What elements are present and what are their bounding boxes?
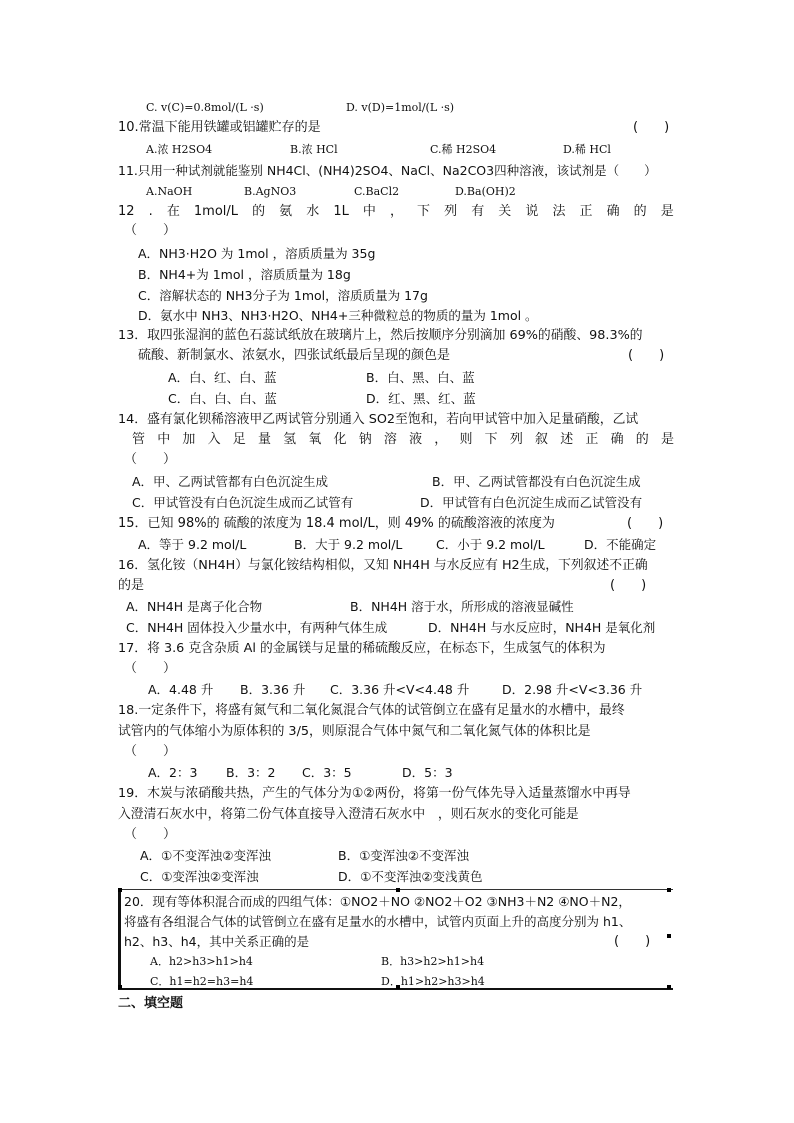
q14-stem-word: 确 — [610, 432, 624, 447]
q20-stem-line1: 20．现有等体积混合而成的四组气体：①NO2＋NO ②NO2＋O2 ③NH3＋N2 ④NO＋N2， — [124, 894, 631, 909]
q12-stem-word: 正 — [579, 204, 593, 219]
q18-stem-line2: 试管内的气体缩小为原体积的 3/5，则原混合气体中氮气和二氧化氮气体的体积比是 — [118, 724, 591, 739]
q18-option-d: D．5：3 — [402, 765, 453, 780]
q18-stem-line1: 18.一定条件下，将盛有氮气和二氧化氮混合气体的试管倒立在盛有足量水的水槽中，最终 — [118, 703, 625, 718]
q14-stem-word: 量 — [257, 432, 271, 447]
section-heading-fill-in: 二、填空题 — [118, 996, 184, 1011]
q12-stem-word: 是 — [660, 204, 674, 219]
q20-stem-line2: 将盛有各组混合气体的试管倒立在盛有足量水的水槽中，试管内页面上升的高度分别为 h1、 — [124, 914, 632, 929]
q14-option-c: C．甲试管没有白色沉淀生成而乙试管有 — [132, 495, 354, 510]
q12-stem-word: 12 — [118, 204, 135, 219]
q17-option-a: A．4.48 升 — [148, 682, 214, 697]
q16-option-b: B．NH4H 溶于水，所形成的溶液显碱性 — [350, 599, 574, 614]
q10-option-b: B.浓 HCl — [290, 143, 338, 156]
q10-stem: 10.常温下能用铁罐或铝罐贮存的是 — [118, 120, 321, 135]
q20-paren: ( ) — [614, 934, 651, 949]
q17-stem: 17．将 3.6 克含杂质 Al 的金属镁与足量的稀硫酸反应，在标态下，生成氢气的体积为 — [118, 641, 606, 656]
q11-option-d: D.Ba(OH)2 — [455, 185, 516, 198]
q13-stem-line2: 硫酸、新制氯水、浓氨水，四张试纸最后呈现的颜色是 — [138, 348, 451, 363]
q12-stem-word: 水 — [306, 204, 320, 219]
q14-stem-line1: 14．盛有氯化钡稀溶液甲乙两试管分别通入 SO2至饱和，若向甲试管中加入足量硝酸，乙试 — [118, 412, 639, 427]
q12-stem-word: 的 — [633, 204, 647, 219]
q15-option-a: A．等于 9.2 mol/L — [138, 537, 247, 552]
q14-stem-word: ， — [434, 432, 448, 447]
q19-option-b: B．①变浑浊②不变浑浊 — [338, 848, 469, 863]
q12-stem — [118, 203, 674, 221]
q17-option-b: B．3.36 升 — [240, 682, 306, 697]
q14-option-b: B．甲、乙两试管都没有白色沉淀生成 — [432, 474, 641, 489]
q16-option-a: A．NH4H 是离子化合物 — [126, 599, 263, 614]
q12-stem-word: 确 — [606, 204, 620, 219]
q12-paren: （ ） — [124, 223, 177, 238]
q10-option-c: C.稀 H2SO4 — [430, 143, 497, 156]
q16-stem-line2: 的是 — [118, 578, 145, 593]
q14-stem-word: 入 — [207, 432, 221, 447]
q19-stem-line2: 入澄清石灰水中，将第二份气体直接导入澄清石灰水中 ，则石灰水的变化可能是 — [118, 807, 579, 822]
q14-option-a: A．甲、乙两试管都有白色沉淀生成 — [132, 474, 329, 489]
q12-stem-word: 在 — [166, 204, 180, 219]
q11-option-c: C.BaCl2 — [354, 185, 400, 198]
q20-stem-line3: h2、h3、h4，其中关系正确的是 — [124, 934, 310, 949]
q14-stem-word: 氧 — [308, 432, 322, 447]
q13-option-d: D．红、黑、红、蓝 — [366, 391, 476, 406]
q14-stem-word: 述 — [560, 432, 574, 447]
q11-stem: 11.只用一种试剂就能鉴别 NH4Cl、(NH4)2SO4、NaCl、Na2CO3四种溶液，该试剂是（ ） — [118, 163, 657, 178]
q15-option-d: D．不能确定 — [584, 537, 657, 552]
q16-option-d: D．NH4H 与水反应时，NH4H 是氧化剂 — [428, 620, 656, 635]
q14-stem-line2 — [132, 431, 674, 449]
q10-option-d: D.稀 HCl — [563, 143, 611, 156]
q12-stem-word: 说 — [525, 204, 539, 219]
q13-paren: ( ) — [628, 348, 665, 363]
q14-stem-word: 足 — [232, 432, 246, 447]
q12-option-c: C．溶解状态的 NH3分子为 1mol，溶质质量为 17g — [138, 288, 428, 303]
q9-option-d: D. v(D)=1mol/(L ·s) — [346, 101, 455, 114]
q20-option-b: B．h3>h2>h1>h4 — [381, 955, 485, 968]
q14-stem-word: 管 — [132, 432, 146, 447]
q14-stem-word: 液 — [409, 432, 423, 447]
q13-option-b: B．白、黑、白、蓝 — [366, 370, 475, 385]
q11-option-a: A.NaOH — [146, 185, 193, 198]
q17-option-c: C．3.36 升<V<4.48 升 — [330, 682, 470, 697]
q13-stem-line1: 13．取四张湿润的蓝色石蕊试纸放在玻璃片上，然后按顺序分别滴加 69%的硝酸、98.3%的 — [118, 328, 643, 343]
q12-stem-word: ， — [389, 204, 403, 219]
q12-stem-word: 列 — [444, 204, 458, 219]
q11-option-b: B.AgNO3 — [244, 185, 297, 198]
q19-option-a: A．①不变浑浊②变浑浊 — [140, 848, 271, 863]
q14-stem-word: 钠 — [358, 432, 372, 447]
q14-stem-word: 溶 — [383, 432, 397, 447]
q20-option-c: C．h1=h2=h3=h4 — [150, 975, 254, 988]
q13-option-a: A．白、红、白、蓝 — [168, 370, 277, 385]
q14-stem-word: 正 — [585, 432, 599, 447]
q19-stem-line1: 19．木炭与浓硝酸共热，产生的气体分为①②两份，将第一份气体先导入适量蒸馏水中再导 — [118, 786, 631, 801]
q16-stem-line1: 16．氢化铵（NH4H）与氯化铵结构相似，又知 NH4H 与水反应有 H2生成，下列叙述不正确 — [118, 558, 648, 573]
q15-option-b: B．大于 9.2 mol/L — [294, 537, 403, 552]
q18-option-c: C．3：5 — [302, 765, 352, 780]
q15-stem: 15．已知 98%的 硫酸的浓度为 18.4 mol/L，则 49% 的硫酸溶液的浓度为 — [118, 516, 555, 531]
q12-stem-word: . — [148, 204, 153, 219]
q10-option-a: A.浓 H2SO4 — [146, 143, 213, 156]
q12-stem-word: 1mol/L — [193, 204, 239, 219]
q14-option-d: D．甲试管有白色沉淀生成而乙试管没有 — [420, 495, 643, 510]
q16-paren: ( ) — [610, 578, 647, 593]
q20-option-d: D．h1>h2>h3>h4 — [381, 975, 485, 988]
q12-stem-word: 氨 — [279, 204, 293, 219]
q13-option-c: C．白、白、白、蓝 — [168, 391, 277, 406]
q14-stem-word: 加 — [182, 432, 196, 447]
q14-stem-word: 的 — [635, 432, 649, 447]
q14-stem-word: 氢 — [283, 432, 297, 447]
q12-option-b: B．NH4+为 1mol ，溶质质量为 18g — [138, 267, 351, 282]
q14-stem-word: 叙 — [535, 432, 549, 447]
q12-stem-word: 下 — [417, 204, 431, 219]
q12-option-d: D．氨水中 NH3、NH3·H2O、NH4+三种微粒总的物质的量为 1mol 。 — [138, 308, 538, 323]
q12-option-a: A．NH3·H2O 为 1mol ，溶质质量为 35g — [138, 246, 376, 261]
q14-stem-word: 中 — [157, 432, 171, 447]
q17-paren: （ ） — [124, 661, 177, 676]
q14-stem-word: 则 — [459, 432, 473, 447]
q12-stem-word: 关 — [498, 204, 512, 219]
q18-paren: （ ） — [124, 744, 177, 759]
q18-option-a: A．2：3 — [148, 765, 198, 780]
q14-stem-word: 化 — [333, 432, 347, 447]
q19-paren: （ ） — [124, 827, 177, 842]
q15-option-c: C．小于 9.2 mol/L — [436, 537, 545, 552]
q14-stem-word: 下 — [484, 432, 498, 447]
q9-option-c: C. v(C)=0.8mol/(L ·s) — [146, 101, 264, 114]
q14-paren: （ ） — [124, 452, 177, 467]
q18-option-b: B．3：2 — [226, 765, 276, 780]
q10-paren: ( ) — [633, 120, 670, 135]
q19-option-c: C．①变浑浊②变浑浊 — [140, 869, 259, 884]
q16-option-c: C．NH4H 固体投入少量水中，有两种气体生成 — [126, 620, 388, 635]
q14-stem-word: 列 — [509, 432, 523, 447]
q20-option-a: A．h2>h3>h1>h4 — [150, 955, 253, 968]
q12-stem-word: 法 — [552, 204, 566, 219]
q19-option-d: D．①不变浑浊②变浅黄色 — [338, 869, 483, 884]
q17-option-d: D．2.98 升<V<3.36 升 — [502, 682, 643, 697]
q12-stem-word: 1L — [333, 204, 349, 219]
q12-stem-word: 中 — [362, 204, 376, 219]
q12-stem-word: 有 — [471, 204, 485, 219]
q14-stem-word: 是 — [660, 432, 674, 447]
q15-paren: ( ) — [627, 516, 664, 531]
q12-stem-word: 的 — [252, 204, 266, 219]
